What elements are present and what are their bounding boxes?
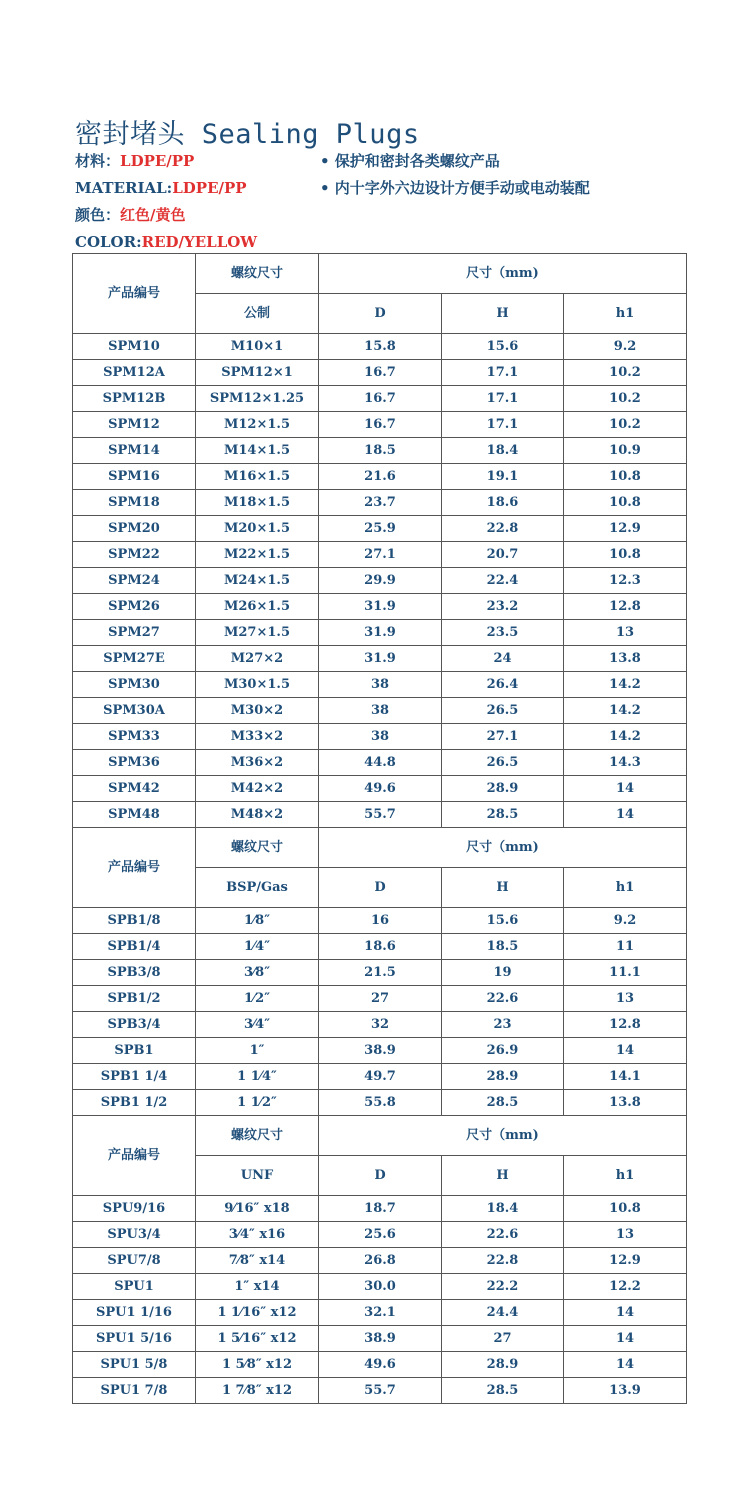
cell-d: 38 (319, 698, 442, 724)
color-cn-label: 颜色： (75, 206, 121, 224)
cell-code: SPM24 (73, 568, 196, 594)
header-row (73, 254, 687, 294)
cell-h1: 9.2 (564, 334, 687, 360)
cell-d: 31.9 (319, 594, 442, 620)
cell-thread: M27×1.5 (196, 620, 319, 646)
cell-h1: 12.3 (564, 568, 687, 594)
col-header-size: 尺寸（mm) (319, 254, 687, 294)
table-row (73, 1378, 687, 1404)
cell-code: SPM14 (73, 438, 196, 464)
table-row (73, 542, 687, 568)
col-header-h: H (442, 868, 564, 908)
col-header-code: 产品编号 (73, 254, 196, 334)
color-en-value: RED/YELLOW (141, 233, 258, 251)
cell-d: 27 (319, 986, 442, 1012)
cell-h: 18.4 (442, 1196, 564, 1222)
cell-code: SPM42 (73, 776, 196, 802)
table-row (73, 464, 687, 490)
material-cn-label: 材料： (75, 152, 121, 170)
cell-code: SPB3/4 (73, 1012, 196, 1038)
cell-code: SPM12 (73, 412, 196, 438)
cell-thread: M16×1.5 (196, 464, 319, 490)
cell-h: 26.5 (442, 698, 564, 724)
cell-h1: 14.3 (564, 750, 687, 776)
cell-d: 38.9 (319, 1038, 442, 1064)
table-row (73, 438, 687, 464)
cell-d: 26.8 (319, 1248, 442, 1274)
cell-thread: 1″ x14 (196, 1274, 319, 1300)
cell-code: SPB1 (73, 1038, 196, 1064)
cell-d: 38 (319, 672, 442, 698)
cell-h1: 10.8 (564, 490, 687, 516)
cell-h: 18.5 (442, 934, 564, 960)
cell-thread: SPM12×1.25 (196, 386, 319, 412)
cell-h: 27 (442, 1326, 564, 1352)
cell-h: 22.6 (442, 1222, 564, 1248)
cell-code: SPM30A (73, 698, 196, 724)
cell-h1: 12.8 (564, 1012, 687, 1038)
cell-h: 19 (442, 960, 564, 986)
cell-thread: 1″ (196, 1038, 319, 1064)
cell-d: 16.7 (319, 386, 442, 412)
cell-h1: 14.2 (564, 724, 687, 750)
cell-h: 15.6 (442, 334, 564, 360)
cell-h: 26.4 (442, 672, 564, 698)
material-en-label: MATERIAL: (75, 179, 173, 197)
cell-d: 55.8 (319, 1090, 442, 1116)
cell-h: 23.2 (442, 594, 564, 620)
cell-h: 17.1 (442, 360, 564, 386)
header-row (73, 828, 687, 868)
table-row (73, 1196, 687, 1222)
cell-code: SPU1 1/16 (73, 1300, 196, 1326)
cell-h1: 11.1 (564, 960, 687, 986)
cell-code: SPM10 (73, 334, 196, 360)
cell-h: 22.6 (442, 986, 564, 1012)
cell-code: SPU3/4 (73, 1222, 196, 1248)
cell-h1: 14 (564, 1300, 687, 1326)
cell-thread: 1 5⁄8″ x12 (196, 1352, 319, 1378)
cell-h: 17.1 (442, 412, 564, 438)
cell-thread: 1 1⁄2″ (196, 1090, 319, 1116)
cell-code: SPB3/8 (73, 960, 196, 986)
cell-code: SPU7/8 (73, 1248, 196, 1274)
cell-h1: 14 (564, 1326, 687, 1352)
color-cn-value: 红色/黄色 (120, 206, 186, 224)
cell-code: SPM36 (73, 750, 196, 776)
cell-h1: 10.8 (564, 542, 687, 568)
cell-h: 26.9 (442, 1038, 564, 1064)
cell-code: SPU1 5/16 (73, 1326, 196, 1352)
col-header-thread-std: 公制 (196, 294, 319, 334)
table-row (73, 1326, 687, 1352)
cell-code: SPB1 1/4 (73, 1064, 196, 1090)
table-row (73, 1012, 687, 1038)
cell-thread: M30×2 (196, 698, 319, 724)
cell-d: 25.6 (319, 1222, 442, 1248)
col-header-d: D (319, 294, 442, 334)
cell-thread: 3⁄8″ (196, 960, 319, 986)
cell-thread: M36×2 (196, 750, 319, 776)
cell-code: SPM12A (73, 360, 196, 386)
cell-d: 31.9 (319, 620, 442, 646)
cell-thread: 1 7⁄8″ x12 (196, 1378, 319, 1404)
table-row (73, 412, 687, 438)
cell-h: 23 (442, 1012, 564, 1038)
cell-h: 22.8 (442, 1248, 564, 1274)
cell-h: 28.5 (442, 1378, 564, 1404)
col-header-thread: 螺纹尺寸 (196, 254, 319, 294)
cell-thread: 1⁄4″ (196, 934, 319, 960)
cell-d: 49.6 (319, 1352, 442, 1378)
cell-code: SPU1 7/8 (73, 1378, 196, 1404)
col-header-h1: h1 (564, 1156, 687, 1196)
table-row (73, 386, 687, 412)
cell-h: 20.7 (442, 542, 564, 568)
table-row (73, 960, 687, 986)
col-header-code: 产品编号 (73, 1116, 196, 1196)
cell-code: SPM27E (73, 646, 196, 672)
cell-thread: 1 1⁄4″ (196, 1064, 319, 1090)
cell-code: SPU1 5/8 (73, 1352, 196, 1378)
table-row (73, 490, 687, 516)
material-en (75, 179, 247, 197)
cell-code: SPM26 (73, 594, 196, 620)
cell-thread: SPM12×1 (196, 360, 319, 386)
cell-d: 21.6 (319, 464, 442, 490)
cell-h: 28.5 (442, 802, 564, 828)
cell-code: SPM48 (73, 802, 196, 828)
table-row (73, 646, 687, 672)
cell-h1: 13.9 (564, 1378, 687, 1404)
feature-protect: • 保护和密封各类螺纹产品 (320, 152, 500, 170)
table-row (73, 620, 687, 646)
col-header-d: D (319, 868, 442, 908)
cell-h: 26.5 (442, 750, 564, 776)
col-header-thread-std: UNF (196, 1156, 319, 1196)
cell-h1: 10.8 (564, 464, 687, 490)
col-header-h1: h1 (564, 294, 687, 334)
cell-thread: 1⁄2″ (196, 986, 319, 1012)
cell-code: SPB1/4 (73, 934, 196, 960)
cell-code: SPM20 (73, 516, 196, 542)
cell-code: SPB1/8 (73, 908, 196, 934)
cell-h: 22.8 (442, 516, 564, 542)
cell-h: 15.6 (442, 908, 564, 934)
col-header-code: 产品编号 (73, 828, 196, 908)
cell-thread: 1 1⁄16″ x12 (196, 1300, 319, 1326)
table-row (73, 1090, 687, 1116)
table-row (73, 1300, 687, 1326)
cell-h: 19.1 (442, 464, 564, 490)
page-title: 密封堵头 Sealing Plugs (75, 119, 420, 150)
cell-d: 44.8 (319, 750, 442, 776)
cell-thread: 1 5⁄16″ x12 (196, 1326, 319, 1352)
cell-h: 24.4 (442, 1300, 564, 1326)
cell-h1: 12.2 (564, 1274, 687, 1300)
table-row (73, 568, 687, 594)
cell-thread: 3⁄4″ (196, 1012, 319, 1038)
cell-thread: M12×1.5 (196, 412, 319, 438)
cell-thread: M33×2 (196, 724, 319, 750)
cell-code: SPM12B (73, 386, 196, 412)
cell-thread: M42×2 (196, 776, 319, 802)
spec-table (72, 253, 687, 1404)
cell-h: 17.1 (442, 386, 564, 412)
cell-h: 18.6 (442, 490, 564, 516)
material-cn-value: LDPE/PP (120, 152, 195, 170)
material-en-value: LDPE/PP (172, 179, 247, 197)
cell-code: SPM30 (73, 672, 196, 698)
cell-d: 16 (319, 908, 442, 934)
cell-d: 55.7 (319, 802, 442, 828)
cell-h1: 10.2 (564, 386, 687, 412)
col-header-d: D (319, 1156, 442, 1196)
col-header-h: H (442, 294, 564, 334)
color-cn (75, 206, 186, 224)
cell-d: 29.9 (319, 568, 442, 594)
cell-h1: 14.2 (564, 698, 687, 724)
table-row (73, 516, 687, 542)
cell-h: 28.9 (442, 1064, 564, 1090)
cell-thread: M22×1.5 (196, 542, 319, 568)
cell-h: 24 (442, 646, 564, 672)
table-row (73, 750, 687, 776)
cell-h: 23.5 (442, 620, 564, 646)
cell-h1: 13 (564, 986, 687, 1012)
table-row (73, 1222, 687, 1248)
cell-code: SPM27 (73, 620, 196, 646)
cell-h1: 9.2 (564, 908, 687, 934)
col-header-size: 尺寸（mm) (319, 1116, 687, 1156)
cell-thread: M30×1.5 (196, 672, 319, 698)
color-en-label: COLOR: (75, 233, 142, 251)
cell-h1: 12.9 (564, 1248, 687, 1274)
col-header-h: H (442, 1156, 564, 1196)
table-row (73, 1038, 687, 1064)
cell-code: SPU1 (73, 1274, 196, 1300)
cell-h1: 10.8 (564, 1196, 687, 1222)
table-row (73, 1274, 687, 1300)
cell-d: 15.8 (319, 334, 442, 360)
cell-d: 23.7 (319, 490, 442, 516)
cell-h: 22.2 (442, 1274, 564, 1300)
cell-d: 18.7 (319, 1196, 442, 1222)
color-en (75, 233, 257, 251)
cell-h1: 13 (564, 1222, 687, 1248)
cell-h1: 14 (564, 802, 687, 828)
cell-d: 30.0 (319, 1274, 442, 1300)
cell-thread: 1⁄8″ (196, 908, 319, 934)
cell-h: 22.4 (442, 568, 564, 594)
cell-code: SPB1/2 (73, 986, 196, 1012)
col-header-thread: 螺纹尺寸 (196, 1116, 319, 1156)
cell-thread: M20×1.5 (196, 516, 319, 542)
cell-h1: 13.8 (564, 1090, 687, 1116)
cell-thread: M27×2 (196, 646, 319, 672)
header-row (73, 1116, 687, 1156)
cell-thread: M10×1 (196, 334, 319, 360)
cell-d: 21.5 (319, 960, 442, 986)
table-row (73, 334, 687, 360)
table-row (73, 908, 687, 934)
cell-code: SPM16 (73, 464, 196, 490)
cell-h1: 13 (564, 620, 687, 646)
cell-d: 49.6 (319, 776, 442, 802)
table-row (73, 934, 687, 960)
col-header-thread: 螺纹尺寸 (196, 828, 319, 868)
cell-h1: 14 (564, 1352, 687, 1378)
cell-h1: 14 (564, 776, 687, 802)
table-row (73, 986, 687, 1012)
table-row (73, 1064, 687, 1090)
cell-h: 28.9 (442, 776, 564, 802)
cell-code: SPU9/16 (73, 1196, 196, 1222)
cell-code: SPM18 (73, 490, 196, 516)
table-row (73, 1352, 687, 1378)
cell-d: 18.6 (319, 934, 442, 960)
table-row (73, 672, 687, 698)
cell-d: 16.7 (319, 412, 442, 438)
cell-d: 27.1 (319, 542, 442, 568)
cell-d: 38 (319, 724, 442, 750)
cell-d: 25.9 (319, 516, 442, 542)
cell-h1: 10.9 (564, 438, 687, 464)
cell-thread: M48×2 (196, 802, 319, 828)
table-row (73, 594, 687, 620)
cell-h1: 10.2 (564, 360, 687, 386)
feature-design: • 内十字外六边设计方便手动或电动装配 (320, 179, 590, 197)
cell-thread: 3⁄4″ x16 (196, 1222, 319, 1248)
cell-thread: M18×1.5 (196, 490, 319, 516)
table-row (73, 698, 687, 724)
cell-d: 16.7 (319, 360, 442, 386)
cell-h: 28.9 (442, 1352, 564, 1378)
cell-thread: M24×1.5 (196, 568, 319, 594)
cell-h: 28.5 (442, 1090, 564, 1116)
col-header-thread-std: BSP/Gas (196, 868, 319, 908)
cell-h1: 14.1 (564, 1064, 687, 1090)
cell-thread: M26×1.5 (196, 594, 319, 620)
col-header-size: 尺寸（mm) (319, 828, 687, 868)
cell-h1: 12.9 (564, 516, 687, 542)
cell-d: 18.5 (319, 438, 442, 464)
cell-d: 38.9 (319, 1326, 442, 1352)
cell-thread: 9⁄16″ x18 (196, 1196, 319, 1222)
cell-code: SPM33 (73, 724, 196, 750)
cell-code: SPB1 1/2 (73, 1090, 196, 1116)
cell-h: 27.1 (442, 724, 564, 750)
cell-code: SPM22 (73, 542, 196, 568)
table-row (73, 1248, 687, 1274)
cell-d: 55.7 (319, 1378, 442, 1404)
cell-h1: 11 (564, 934, 687, 960)
cell-d: 31.9 (319, 646, 442, 672)
table-row (73, 724, 687, 750)
col-header-h1: h1 (564, 868, 687, 908)
cell-h1: 13.8 (564, 646, 687, 672)
cell-thread: M14×1.5 (196, 438, 319, 464)
cell-h1: 14 (564, 1038, 687, 1064)
table-row (73, 776, 687, 802)
cell-thread: 7⁄8″ x14 (196, 1248, 319, 1274)
cell-d: 49.7 (319, 1064, 442, 1090)
table-row (73, 360, 687, 386)
cell-h1: 14.2 (564, 672, 687, 698)
cell-h1: 12.8 (564, 594, 687, 620)
cell-d: 32.1 (319, 1300, 442, 1326)
table-row (73, 802, 687, 828)
material-cn (75, 152, 194, 170)
cell-h1: 10.2 (564, 412, 687, 438)
cell-d: 32 (319, 1012, 442, 1038)
cell-h: 18.4 (442, 438, 564, 464)
